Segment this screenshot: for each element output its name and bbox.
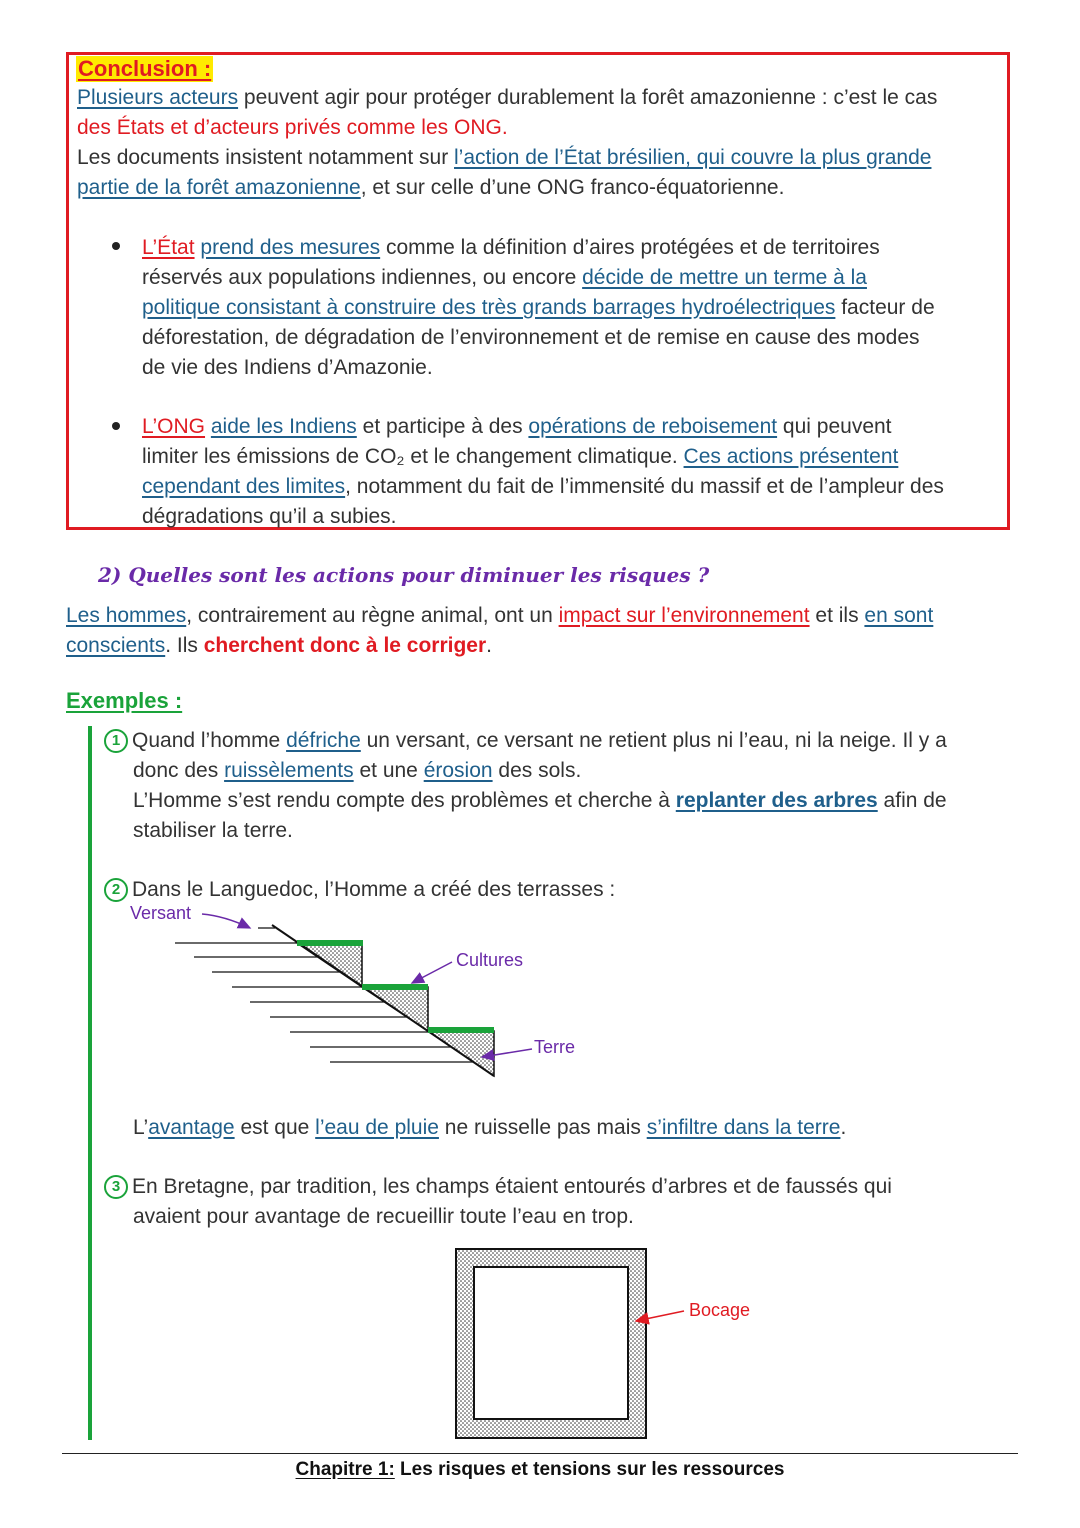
example-1: 1 Quand l’homme défriche un versant, ce versant ne retient plus ni l’eau, ni la neige. Il y a donc des ruissèlements et une érosion des sols. L’Homme s’est rendu compte des problèmes et cherche à replanter des arbres afin de stabiliser la terre. [104,726,947,846]
terrace-crop [428,1027,494,1033]
label-bocage: Bocage [689,1300,751,1320]
arrow-cultures [412,962,452,983]
label-terre: Terre [534,1037,576,1057]
label-versant: Versant [130,903,192,923]
terrace-crop [297,940,363,946]
conclusion-title: Conclusion : [78,56,212,81]
bocage-field [474,1267,628,1419]
number-badge: 3 [104,1175,128,1199]
arrow-versant [202,914,250,928]
examples-title: Exemples : [66,688,183,713]
page-footer: Chapitre 1: Les risques et tensions sur les ressources [295,1459,785,1480]
terrace-crop [362,984,428,990]
conclusion-paragraph-2: Les documents insistent notamment sur l’action de l’État brésilien, qui couvre la plus grande partie de la forêt amazonienne, et sur celle d’une ONG franco-équatorienne. [77,146,932,199]
slope-line [272,925,494,1076]
footer-divider [62,1453,1018,1454]
example-3: 3 En Bretagne, par tradition, les champs étaient entourés d’arbres et de faussés qui avaient pour avantage de recueillir toute l’eau en trop. [104,1172,892,1232]
number-badge: 2 [104,878,128,902]
conclusion-paragraph-1: Plusieurs acteurs peuvent agir pour protéger durablement la forêt amazonienne : c’est le cas des États et d’acteurs privés comme les ONG. [77,86,938,139]
bullet-ong: L’ONG aide les Indiens et participe à des opérations de reboisement qui peuvent limiter les émissions de CO₂ et le changement climatique. Ces actions présentent cependant des limites, notamment du fait de l’immensité du massif et de l’ampleur des dégradations qu’il a subies. [142,415,944,528]
intro-paragraph: Les hommes, contrairement au règne animal, ont un impact sur l’environnement et ils en sont conscients. Ils cherchent donc à le corriger. [66,604,934,657]
bullet-etat: L’État prend des mesures comme la définition d’aires protégées et de territoires réservés aux populations indiennes, ou encore décide de mettre un terme à la politique consistant à construire des très grands barrages hydroélectriques facteur de déforestation, de dégradation de l’environnement et de remise en cause des modes de vie des Indiens d’Amazonie. [142,236,935,379]
question-heading: 2) Quelles sont les actions pour diminuer les risques ? [98,563,710,587]
example-2: 2 Dans le Languedoc, l’Homme a créé des terrasses : [104,875,615,905]
number-badge: 1 [104,729,128,753]
label-cultures: Cultures [456,950,524,970]
terraces-advantage: L’avantage est que l’eau de pluie ne ruisselle pas mais s’infiltre dans la terre. [133,1116,847,1139]
